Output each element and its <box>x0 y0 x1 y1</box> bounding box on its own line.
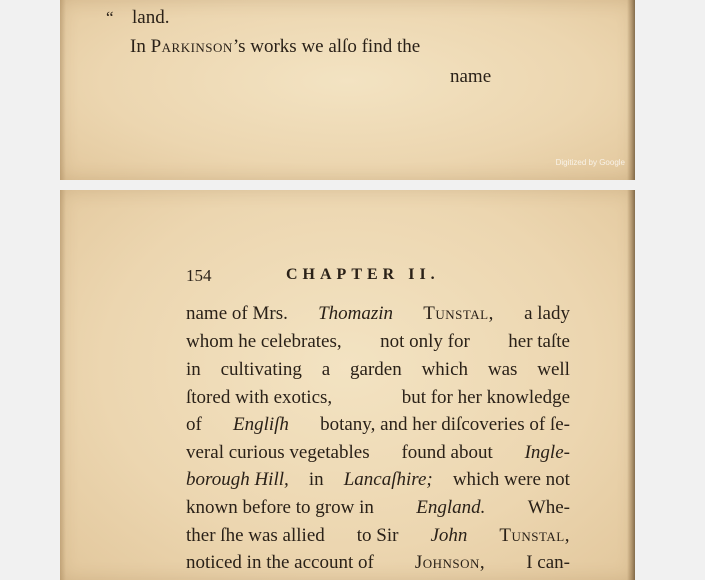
text-line: of Engliſh botany, and her diſcoveries of ſe- <box>186 414 570 435</box>
top-page-scan <box>60 0 635 180</box>
quotation-mark: “ <box>106 8 114 27</box>
bottom-page-scan <box>60 190 635 580</box>
text-line: name of Mrs. Thomazin Tunstal, a lady <box>186 303 570 324</box>
text-line: land. <box>132 7 170 28</box>
text-line: whom he celebrates, not only for her taſte <box>186 331 570 352</box>
watermark: Digitized by Google <box>555 158 625 167</box>
text-line: ther ſhe was allied to Sir John Tunstal, <box>186 525 570 546</box>
text-line: noticed in the account of Johnson, I can- <box>186 552 570 573</box>
page-edge-shadow <box>60 190 66 580</box>
page-edge-shadow <box>60 0 66 180</box>
text-line: veral curious vegetables found about Ingle- <box>186 442 570 463</box>
catchword: name <box>450 66 492 87</box>
text-line: ſtored with exotics, but for her knowledge <box>186 387 570 408</box>
text-line: known before to grow in England. Whe- <box>186 497 570 518</box>
text-line: borough Hill, in Lancaſhire; which were not <box>186 469 570 490</box>
page-number: 154 <box>186 266 212 285</box>
spine-shadow <box>627 0 635 180</box>
text-line: in cultivating a garden which was well <box>186 359 570 380</box>
spine-shadow <box>627 190 635 580</box>
text-line: In Parkinson’s works we alſo find the <box>130 36 421 57</box>
chapter-heading: CHAPTER II. <box>286 266 440 283</box>
